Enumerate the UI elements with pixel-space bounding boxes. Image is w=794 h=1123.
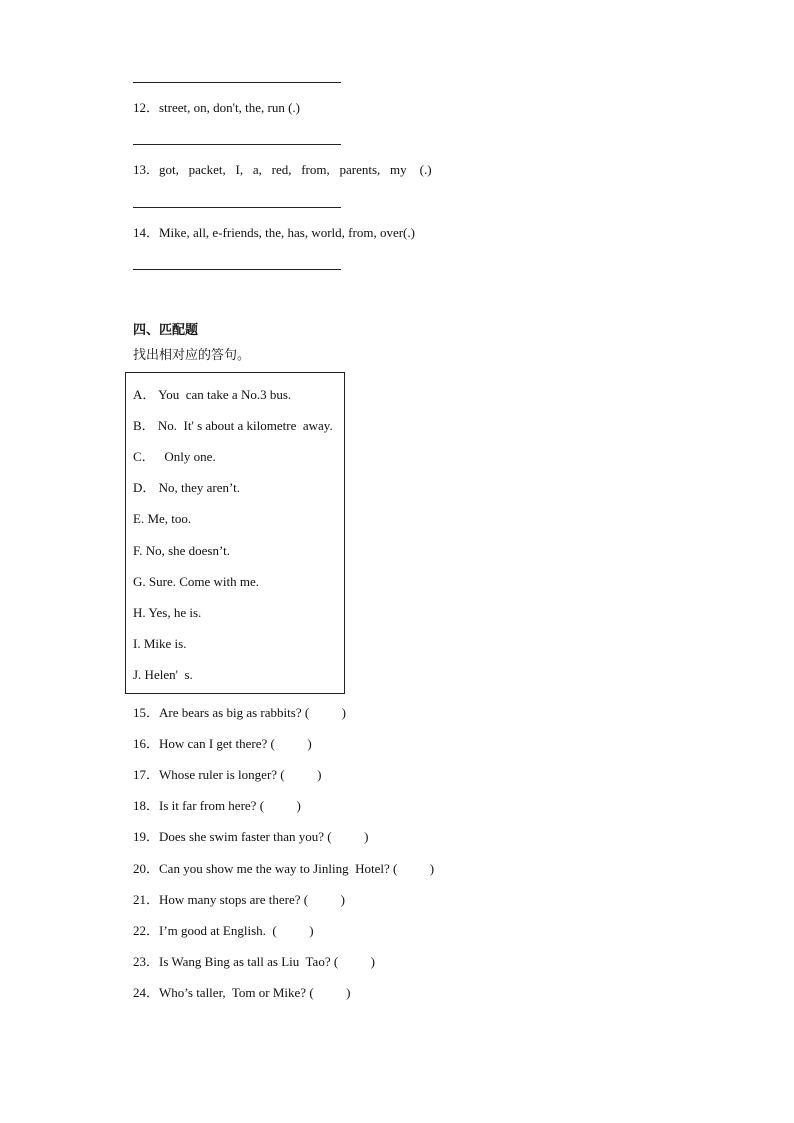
option-i: I. Mike is. [133,636,187,651]
answer-options-box [125,372,345,694]
question-12: 12．street, on, don't, the, run (.) [133,100,300,115]
section-instruction: 找出相对应的答句。 [133,348,251,363]
option-d: D． No, they aren’t. [133,480,240,495]
answer-line-11[interactable] [133,82,341,83]
answer-line-13[interactable] [133,207,341,208]
option-g: G. Sure. Come with me. [133,574,260,589]
match-question-18[interactable]: 18．Is it far from here? ( ) [133,798,301,813]
option-c: C． Only one. [133,449,216,464]
answer-line-12[interactable] [133,144,341,145]
match-question-23[interactable]: 23．Is Wang Bing as tall as Liu Tao? ( ) [133,954,375,969]
option-a: A． You can take a No.3 bus. [133,387,292,402]
match-question-15[interactable]: 15．Are bears as big as rabbits? ( ) [133,705,346,720]
option-h: H. Yes, he is. [133,605,202,620]
match-question-21[interactable]: 21．How many stops are there? ( ) [133,892,345,907]
match-question-17[interactable]: 17．Whose ruler is longer? ( ) [133,767,322,782]
option-j: J. Helen' s. [133,667,193,682]
match-question-19[interactable]: 19．Does she swim faster than you? ( ) [133,829,369,844]
question-13: 13．got, packet, I, a, red, from, parents, my (.) [133,162,432,177]
section-title: 四、匹配题 [133,323,199,338]
answer-line-14[interactable] [133,269,341,270]
match-question-16[interactable]: 16．How can I get there? ( ) [133,736,312,751]
match-question-20[interactable]: 20．Can you show me the way to Jinling Hotel? ( ) [133,861,435,876]
question-14: 14．Mike, all, e-friends, the, has, world, from, over(.) [133,225,415,240]
option-e: E. Me, too. [133,511,192,526]
option-f: F. No, she doesn’t. [133,543,230,558]
option-b: B． No. It' s about a kilometre away. [133,418,333,433]
match-question-24[interactable]: 24．Who’s taller, Tom or Mike? ( ) [133,985,351,1000]
match-question-22[interactable]: 22．I’m good at English. ( ) [133,923,314,938]
